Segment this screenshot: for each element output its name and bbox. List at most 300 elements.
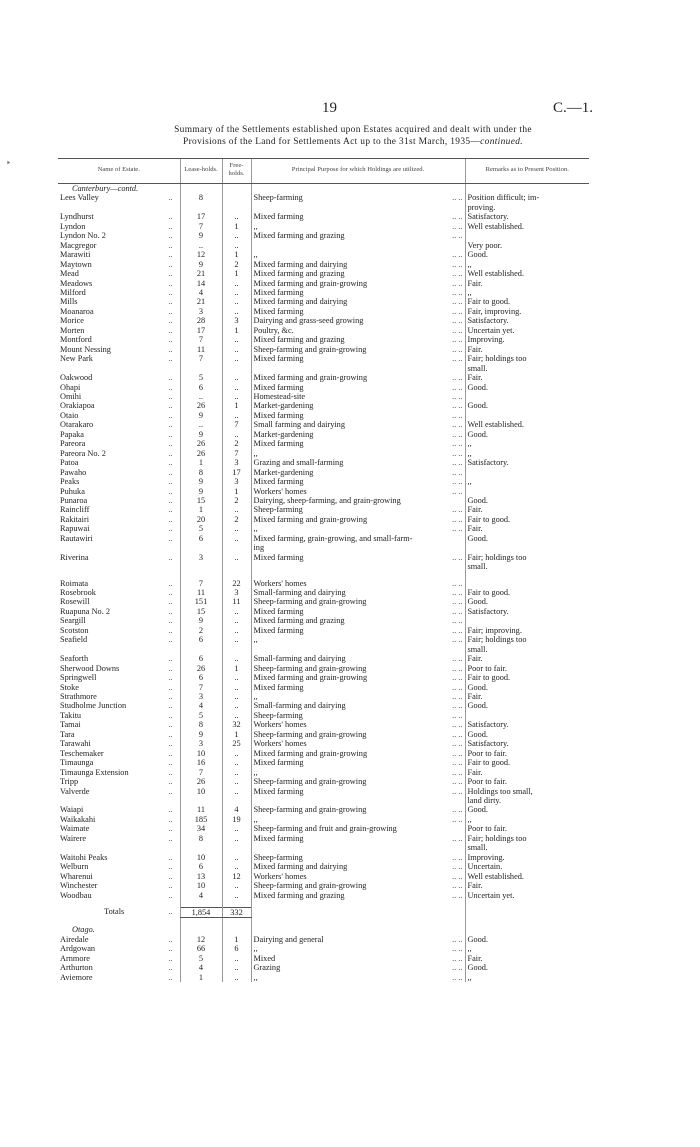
estate-name-cell-text: Tamai [60, 720, 81, 730]
leaseholds-cell [180, 862, 222, 871]
leader-dots: .. .. [452, 477, 463, 487]
table-row [58, 973, 589, 982]
leader-dots: .. .. [452, 934, 463, 944]
purpose-cell [251, 626, 465, 635]
purpose-cell [251, 515, 465, 524]
purpose-cell-text: Sheep-farming [253, 710, 303, 720]
freeholds-cell-text: .. [234, 240, 239, 250]
spacer-cell [222, 572, 251, 579]
purpose-cell-text: ,, [253, 944, 258, 954]
leader-dots: .. .. [452, 259, 463, 269]
purpose-cell-text: Workers' homes [253, 871, 307, 881]
table-row [58, 203, 589, 212]
remarks-cell [465, 260, 589, 269]
leader-dots: .. [168, 758, 173, 768]
estate-name-cell-text: Canterbury—contd. [72, 184, 139, 193]
spacer-cell [222, 918, 251, 926]
estate-name-cell [58, 579, 180, 588]
leaseholds-cell-text: 6 [198, 654, 204, 664]
remarks-cell [465, 364, 589, 373]
estate-name-cell-text: New Park [60, 354, 93, 364]
leaseholds-cell [180, 720, 222, 729]
leader-dots: .. .. [452, 720, 463, 730]
leader-dots: .. .. [452, 373, 463, 383]
leader-dots: .. [168, 654, 173, 664]
freeholds-cell [222, 758, 251, 767]
purpose-cell-text: Mixed farming [253, 212, 304, 222]
purpose-cell-text: Mixed farming [253, 410, 304, 420]
freeholds-cell [222, 683, 251, 692]
title-line-1: Summary of the Settlements established upon Estates acquired and dealt with under the [174, 125, 532, 135]
purpose-cell [251, 269, 465, 278]
purpose-cell [251, 907, 465, 917]
freeholds-cell [222, 231, 251, 240]
table-row [58, 711, 589, 720]
leader-dots: .. .. [452, 701, 463, 711]
freeholds-cell-text: .. [234, 297, 239, 307]
estate-name-cell [58, 664, 180, 673]
freeholds-cell [222, 616, 251, 625]
estate-name-cell [58, 944, 180, 953]
estate-name-cell-text: Milford [60, 287, 86, 297]
leader-dots: .. [168, 701, 173, 711]
purpose-cell-text: Dairying and grass-seed growing [253, 316, 364, 326]
remarks-cell-text: Good. [467, 597, 489, 607]
leader-dots: .. [168, 495, 173, 505]
estate-name-cell-text: Montford [60, 335, 92, 345]
freeholds-cell [222, 345, 251, 354]
purpose-cell [251, 824, 465, 833]
leader-dots: .. .. [452, 344, 463, 354]
remarks-cell-text: Good. [467, 250, 489, 260]
purpose-cell [251, 401, 465, 410]
leaseholds-cell [180, 515, 222, 524]
estate-name-cell [58, 787, 180, 796]
freeholds-cell [222, 815, 251, 824]
purpose-cell [251, 954, 465, 963]
estate-name-cell-text: Wairere [60, 833, 87, 843]
leaseholds-cell [180, 316, 222, 325]
freeholds-cell-text: .. [234, 278, 239, 288]
remarks-cell-text: ,, [467, 944, 472, 954]
leader-dots: .. [168, 524, 173, 534]
estate-name-cell-text: Pareora No. 2 [60, 448, 106, 458]
purpose-cell [251, 383, 465, 392]
freeholds-cell [222, 692, 251, 701]
remarks-cell-text: Well established. [467, 420, 524, 430]
table-row [58, 430, 589, 439]
estate-name-cell [58, 626, 180, 635]
freeholds-cell-text: 1 [234, 325, 239, 335]
leader-dots: .. [168, 635, 173, 645]
leader-dots: .. .. [452, 748, 463, 758]
purpose-cell [251, 241, 465, 250]
purpose-cell [251, 768, 465, 777]
table-row [58, 534, 589, 543]
purpose-cell [251, 553, 465, 562]
remarks-cell-text: Fair. [467, 524, 483, 534]
estate-name-cell-text: Winchester [60, 881, 98, 891]
freeholds-cell [222, 515, 251, 524]
spacer-cell [465, 572, 589, 579]
estate-name-cell [58, 739, 180, 748]
estate-name-cell [58, 673, 180, 682]
spacer-cell [251, 918, 465, 926]
leader-dots: .. [168, 514, 173, 524]
freeholds-cell-text: 7 [234, 448, 239, 458]
region-heading-row [58, 184, 589, 194]
leader-dots: .. [168, 673, 173, 683]
estate-name-cell [58, 430, 180, 439]
leader-dots: .. [168, 710, 173, 720]
estate-name-cell [58, 891, 180, 900]
remarks-cell [465, 683, 589, 692]
purpose-cell [251, 711, 465, 720]
freeholds-cell [222, 973, 251, 982]
purpose-cell [251, 524, 465, 533]
leaseholds-cell-text: 10 [196, 881, 206, 891]
remarks-cell-text: Position difficult; im- [467, 193, 540, 203]
remarks-cell-text: Poor to fair. [467, 663, 507, 673]
estate-name-cell [58, 815, 180, 824]
leader-dots: .. .. [452, 401, 463, 411]
leaseholds-cell [180, 524, 222, 533]
purpose-cell [251, 279, 465, 288]
table-row [58, 411, 589, 420]
estate-name-cell [58, 963, 180, 972]
page-number: 19 [322, 100, 337, 116]
remarks-cell-text: Poor to fair. [467, 824, 507, 834]
leaseholds-cell [180, 373, 222, 382]
estate-name-cell [58, 392, 180, 401]
leader-dots: .. .. [452, 710, 463, 720]
estate-name-cell-text: Totals [104, 907, 125, 917]
freeholds-cell [222, 673, 251, 682]
purpose-cell-text: Mixed farming [253, 477, 304, 487]
leaseholds-cell-text: 3 [198, 739, 204, 749]
freeholds-cell-text: .. [234, 682, 239, 692]
freeholds-cell-text: .. [234, 972, 239, 982]
leader-dots: .. .. [452, 767, 463, 777]
remarks-cell-text: Fair; holdings too [467, 833, 527, 843]
leaseholds-cell-text: 9 [198, 477, 204, 487]
estate-name-cell [58, 872, 180, 881]
remarks-cell [465, 673, 589, 682]
leaseholds-cell-text: 6 [198, 533, 204, 543]
remarks-cell [465, 796, 589, 805]
leaseholds-cell-text: 15 [196, 606, 206, 616]
remarks-cell-text: Improving. [467, 335, 505, 345]
freeholds-cell-text: .. [234, 373, 239, 383]
purpose-cell [251, 872, 465, 881]
table-row [58, 944, 589, 953]
estate-name-cell [58, 383, 180, 392]
leader-dots: .. [168, 862, 173, 872]
purpose-cell [251, 805, 465, 814]
leader-dots: .. .. [452, 972, 463, 982]
leader-dots: .. [168, 221, 173, 231]
freeholds-cell [222, 335, 251, 344]
estate-name-cell-text: Papaka [60, 429, 84, 439]
leader-dots: .. [168, 458, 173, 468]
table-row [58, 316, 589, 325]
purpose-cell [251, 944, 465, 953]
table-row [58, 487, 589, 496]
freeholds-cell-text: 22 [232, 578, 241, 588]
table-row [58, 701, 589, 710]
freeholds-cell [222, 383, 251, 392]
freeholds-cell [222, 373, 251, 382]
spacer-row [58, 572, 589, 579]
estate-name-cell [58, 758, 180, 767]
leaseholds-cell [180, 477, 222, 486]
freeholds-cell-text: .. [234, 963, 239, 973]
remarks-cell-text: Good. [467, 533, 489, 543]
purpose-cell-text: Mixed farming [253, 439, 304, 449]
purpose-cell [251, 597, 465, 606]
estate-name-cell-text: Lyndon [60, 221, 86, 231]
leader-dots: .. .. [452, 505, 463, 515]
leader-dots: .. [168, 287, 173, 297]
purpose-cell-text: Poultry, &c. [253, 325, 294, 335]
freeholds-cell-text: 3 [234, 458, 239, 468]
leaseholds-cell-text: 17 [196, 325, 206, 335]
leaseholds-cell-text: 5 [198, 710, 204, 720]
freeholds-cell-text: .. [234, 410, 239, 420]
estate-name-cell [58, 439, 180, 448]
leaseholds-cell [180, 392, 222, 401]
estate-name-cell-text: Ardgowan [60, 944, 96, 954]
leader-dots: .. [168, 852, 173, 862]
purpose-cell-text: Grazing [253, 963, 281, 973]
totals-row [58, 907, 589, 917]
table-row [58, 891, 589, 900]
remarks-cell [465, 543, 589, 552]
leaseholds-cell-text: 16 [196, 758, 206, 768]
freeholds-cell-text: .. [234, 748, 239, 758]
freeholds-cell-text: .. [234, 306, 239, 316]
leaseholds-cell-text: 9 [198, 486, 204, 496]
freeholds-cell [222, 925, 251, 934]
table-row [58, 626, 589, 635]
remarks-cell [465, 701, 589, 710]
leader-dots: .. [168, 486, 173, 496]
remarks-cell-text: small. [467, 562, 488, 572]
estate-name-cell-text: Strathmore [60, 692, 97, 702]
estate-name-cell-text: Mount Nessing [60, 344, 111, 354]
leader-dots: .. .. [452, 410, 463, 420]
estate-name-cell [58, 711, 180, 720]
remarks-cell-text: Fair. [467, 344, 483, 354]
remarks-cell-text: Fair. [467, 953, 483, 963]
purpose-cell [251, 222, 465, 231]
leaseholds-cell-text: 26 [196, 401, 206, 411]
freeholds-cell [222, 524, 251, 533]
remarks-cell [465, 307, 589, 316]
table-row [58, 241, 589, 250]
purpose-cell [251, 881, 465, 890]
remarks-cell-text: Good. [467, 495, 489, 505]
spacer-cell [251, 572, 465, 579]
leaseholds-cell [180, 777, 222, 786]
table-row [58, 222, 589, 231]
leader-dots: .. .. [452, 606, 463, 616]
remarks-cell [465, 534, 589, 543]
remarks-cell [465, 269, 589, 278]
freeholds-cell [222, 212, 251, 221]
freeholds-cell [222, 184, 251, 194]
estate-name-cell [58, 881, 180, 890]
estate-name-cell-text: Mead [60, 269, 79, 279]
leader-dots: .. [168, 240, 173, 250]
remarks-cell [465, 843, 589, 852]
purpose-cell-text: Sheep-farming and grain-growing [253, 729, 367, 739]
estate-name-cell [58, 645, 180, 654]
leader-dots: .. .. [452, 739, 463, 749]
freeholds-cell [222, 645, 251, 654]
leader-dots: .. .. [452, 278, 463, 288]
estate-name-cell [58, 777, 180, 786]
remarks-cell [465, 468, 589, 477]
estate-name-cell-text: Valverde [60, 786, 90, 796]
leaseholds-cell [180, 430, 222, 439]
freeholds-cell-text: 32 [232, 720, 241, 730]
freeholds-cell [222, 307, 251, 316]
leader-dots: .. .. [452, 963, 463, 973]
freeholds-cell [222, 411, 251, 420]
remarks-cell [465, 607, 589, 616]
purpose-cell [251, 316, 465, 325]
table-row [58, 505, 589, 514]
freeholds-cell-text: 19 [232, 814, 241, 824]
estate-name-cell [58, 458, 180, 467]
remarks-cell [465, 250, 589, 259]
freeholds-cell [222, 891, 251, 900]
estate-name-cell [58, 597, 180, 606]
freeholds-cell [222, 534, 251, 543]
remarks-cell-text: Satisfactory. [467, 212, 509, 222]
remarks-cell-text: Satisfactory. [467, 739, 509, 749]
freeholds-cell-text: 2 [234, 259, 239, 269]
leaseholds-cell-text: 12 [196, 250, 206, 260]
leader-dots: .. .. [452, 654, 463, 664]
freeholds-cell [222, 824, 251, 833]
estate-name-cell [58, 250, 180, 259]
freeholds-cell-text: .. [234, 881, 239, 891]
freeholds-cell [222, 260, 251, 269]
freeholds-cell-text: 332 [230, 907, 243, 917]
leader-dots: .. .. [452, 758, 463, 768]
remarks-cell-text: Satisfactory. [467, 316, 509, 326]
table-row [58, 231, 589, 240]
estate-name-cell-text: Teschemaker [60, 748, 104, 758]
estate-name-cell [58, 796, 180, 805]
purpose-cell-text: ,, [253, 524, 258, 534]
freeholds-cell [222, 420, 251, 429]
leaseholds-cell-text: 1 [198, 972, 204, 982]
estate-name-cell-text: Tarawahi [60, 739, 91, 749]
estate-name-cell [58, 269, 180, 278]
table-row [58, 824, 589, 833]
remarks-cell [465, 335, 589, 344]
remarks-cell-text: Good. [467, 701, 489, 711]
freeholds-cell [222, 269, 251, 278]
freeholds-cell-text: .. [234, 824, 239, 834]
remarks-cell-text: Fair. [467, 767, 483, 777]
remarks-cell-text: small. [467, 644, 488, 654]
remarks-cell-text: Fair to good. [467, 297, 511, 307]
leader-dots: .. [168, 739, 173, 749]
purpose-cell [251, 777, 465, 786]
purpose-cell [251, 543, 465, 552]
table-row [58, 326, 589, 335]
remarks-cell [465, 524, 589, 533]
table-row [58, 449, 589, 458]
estate-name-cell [58, 730, 180, 739]
leaseholds-cell-text: 5 [198, 953, 204, 963]
estate-name-cell [58, 373, 180, 382]
margin-mark: ‣ [6, 158, 12, 168]
leaseholds-cell [180, 534, 222, 543]
leader-dots: .. [168, 616, 173, 626]
leaseholds-cell-text: 9 [198, 231, 204, 241]
purpose-cell-text: Mixed farming [253, 552, 304, 562]
leader-dots: .. [168, 439, 173, 449]
estate-name-cell [58, 316, 180, 325]
table-row [58, 881, 589, 890]
leaseholds-cell [180, 645, 222, 654]
table-row [58, 468, 589, 477]
leaseholds-cell [180, 193, 222, 202]
leaseholds-cell-text: 185 [194, 814, 208, 824]
leader-dots: .. .. [452, 467, 463, 477]
purpose-cell [251, 354, 465, 363]
remarks-cell-text: ,, [467, 259, 472, 269]
leader-dots: .. .. [452, 729, 463, 739]
spacer-cell [465, 900, 589, 908]
remarks-cell [465, 973, 589, 982]
purpose-cell [251, 477, 465, 486]
remarks-cell [465, 954, 589, 963]
purpose-cell-text: ,, [253, 814, 258, 824]
freeholds-cell-text: 1 [234, 663, 239, 673]
leader-dots: .. [168, 552, 173, 562]
remarks-cell [465, 824, 589, 833]
estate-name-cell-text: Roimata [60, 578, 89, 588]
leader-dots: .. [168, 354, 173, 364]
remarks-cell [465, 392, 589, 401]
leader-dots: .. [168, 401, 173, 411]
leader-dots: .. .. [452, 486, 463, 496]
leaseholds-cell [180, 487, 222, 496]
leader-dots: .. .. [452, 552, 463, 562]
leaseholds-cell-text: 9 [198, 410, 204, 420]
freeholds-cell-text: .. [234, 673, 239, 683]
estate-name-cell [58, 935, 180, 944]
leaseholds-cell-text: 11 [197, 588, 205, 598]
spacer-row [58, 900, 589, 908]
leaseholds-cell [180, 562, 222, 571]
estate-name-cell [58, 683, 180, 692]
spacer-cell [180, 900, 222, 908]
leader-dots: .. [168, 767, 173, 777]
remarks-cell-text: Fair. [467, 278, 483, 288]
leader-dots: .. .. [452, 325, 463, 335]
leaseholds-cell-text: 13 [196, 871, 206, 881]
leader-dots: .. .. [452, 588, 463, 598]
estate-name-cell [58, 749, 180, 758]
estate-name-cell-text: Arnmore [60, 953, 90, 963]
